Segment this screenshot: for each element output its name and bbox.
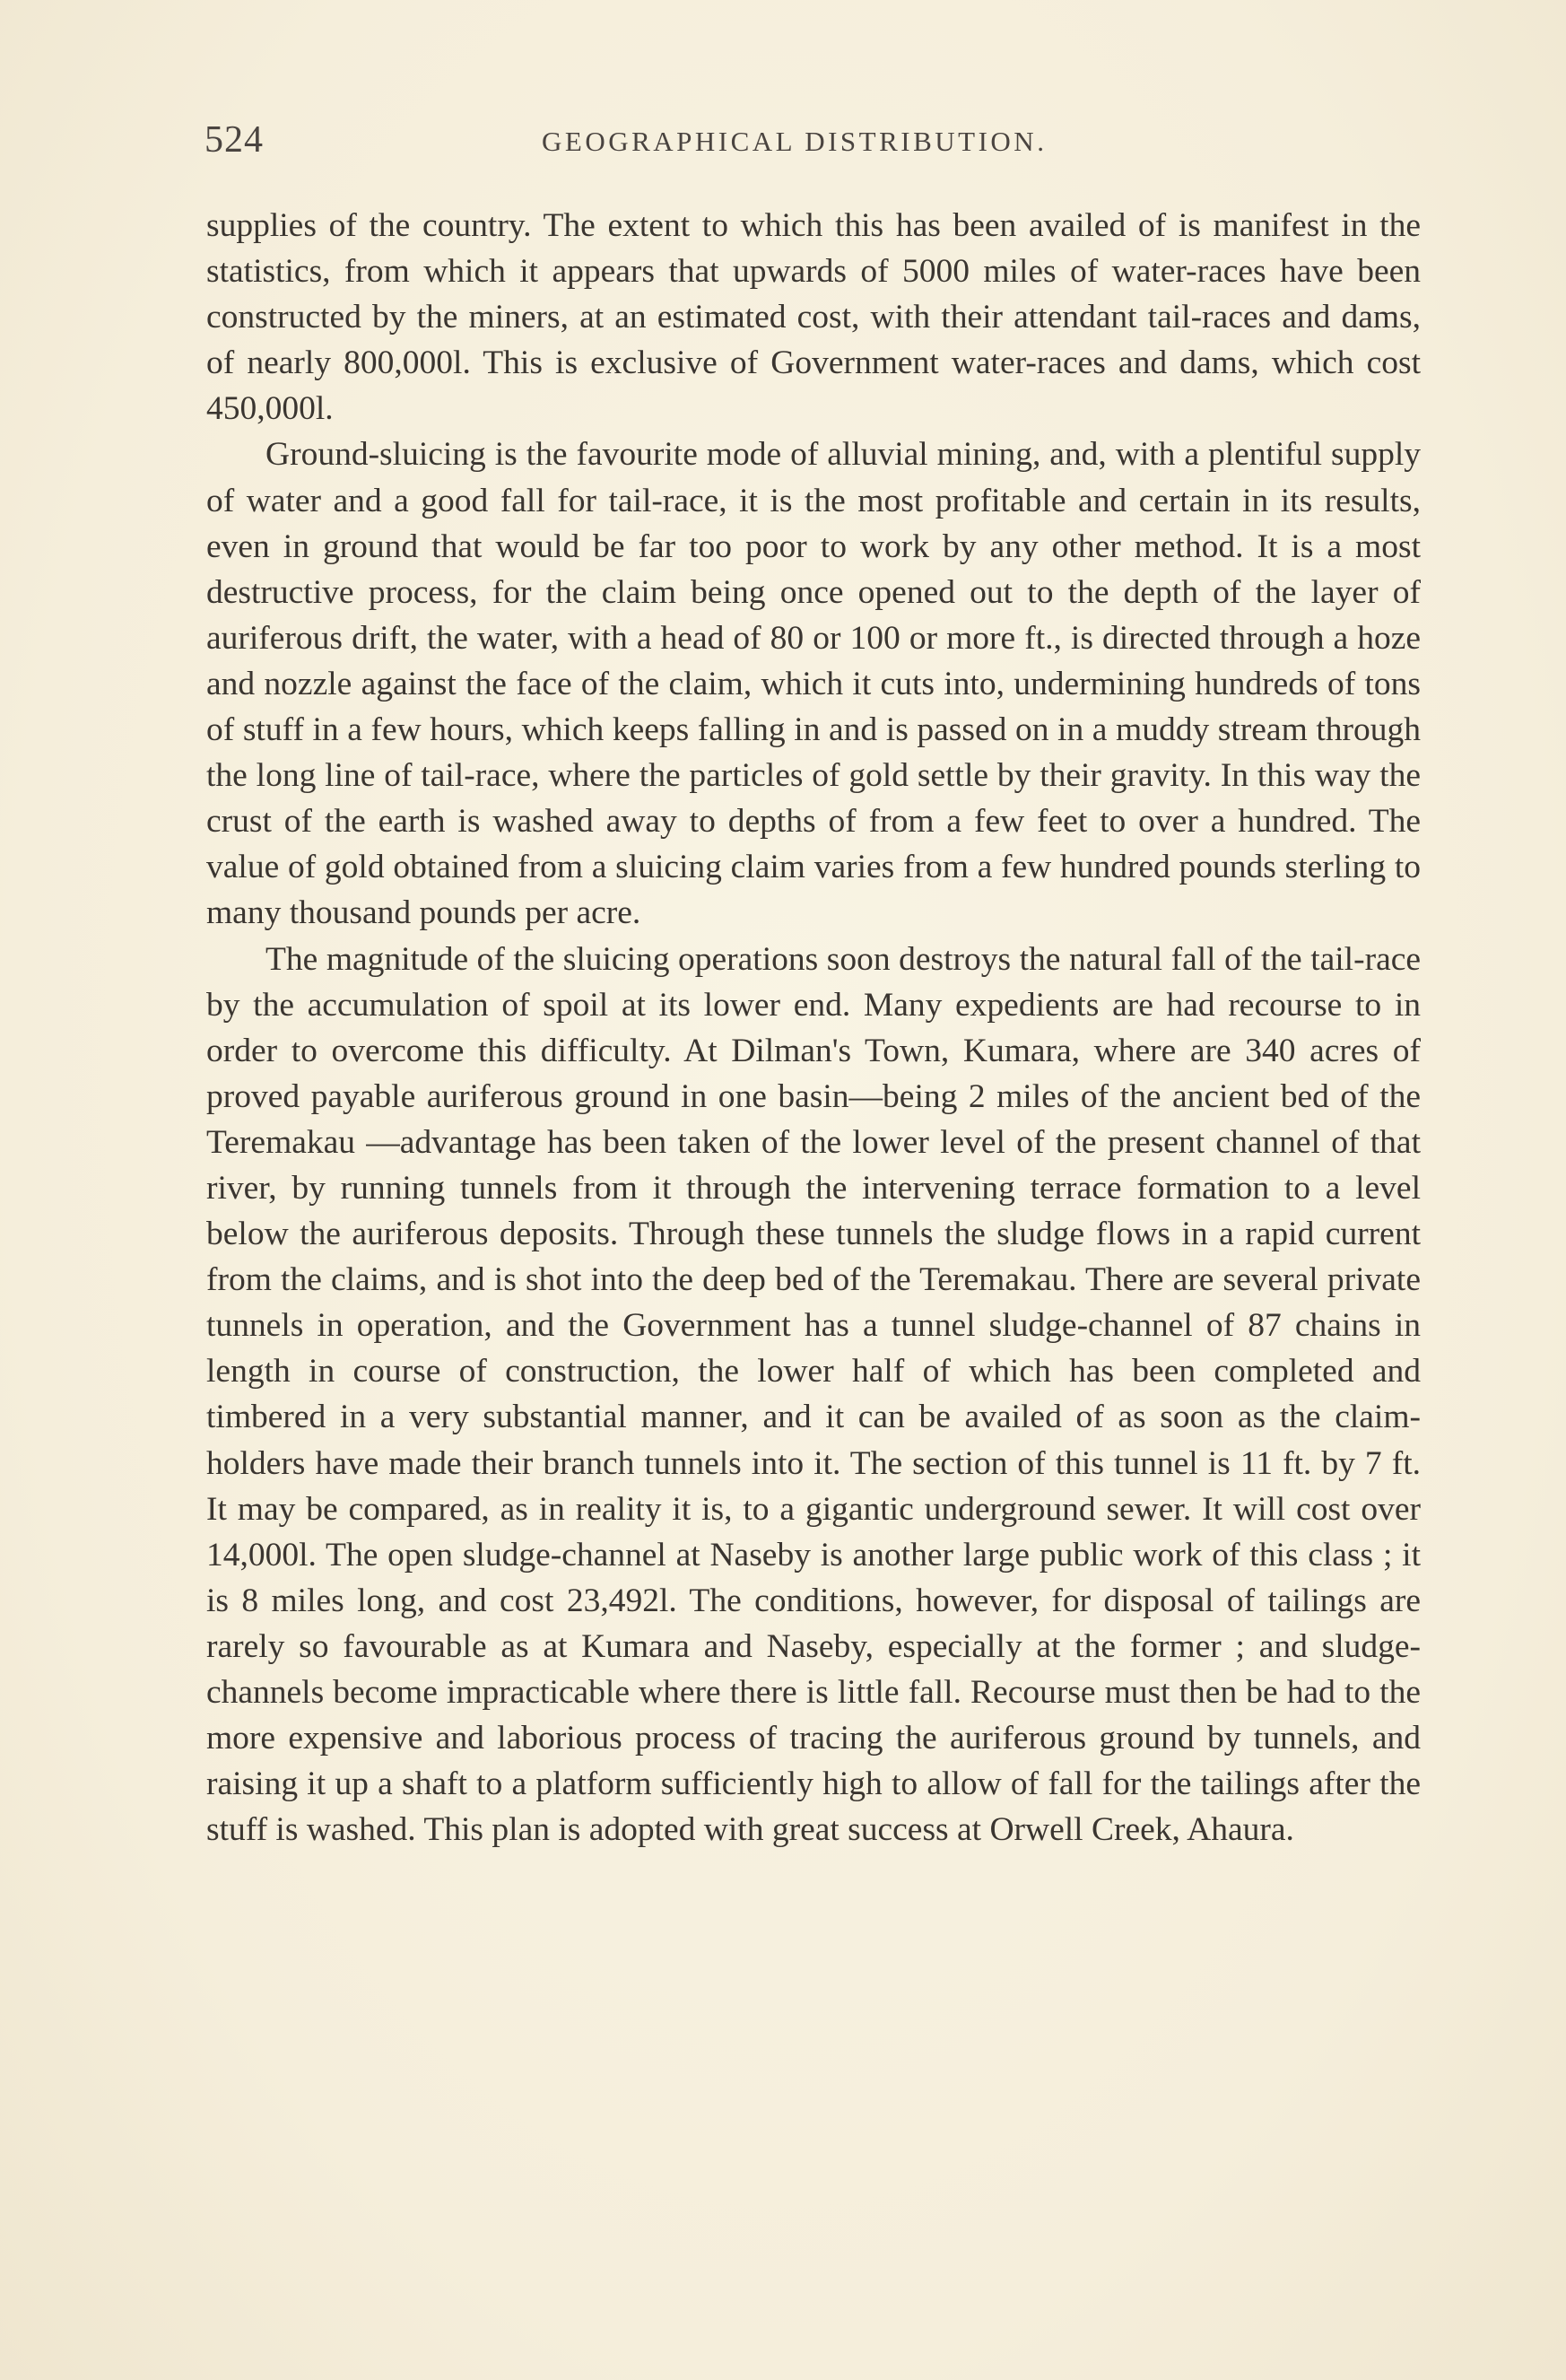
page-number: 524: [204, 119, 264, 161]
page-header: [204, 118, 1426, 172]
running-head: GEOGRAPHICAL DISTRIBUTION.: [542, 126, 1048, 157]
paragraph-2: Ground-sluicing is the favourite mode of alluvial mining, and, with a plentiful supply of water and a good fall for tail-race, it is the most profitable and certain in its results, even in ground that would be far too poor to work by any other method. It is a most destructive process, for the claim being once opened out to the depth of the layer of auriferous drift, the water, with a head of 80 or 100 or more ft., is directed through a hoze and nozzle against the face of the claim, which it cuts into, undermining hundreds of tons of stuff in a few hours, which keeps falling in and is passed on in a muddy stream through the long line of tail-race, where the particles of gold settle by their gravity. In this way the crust of the earth is washed away to depths of from a few feet to over a hundred. The value of gold obtained from a sluicing claim varies from a few hundred pounds sterling to many thousand pounds per acre.: [206, 436, 1421, 932]
paragraph-1: supplies of the country. The extent to which this has been availed of is manifest in the statistics, from which it appears that upwards of 5000 miles of water-races have been constructed by the miners, at an estimated cost, with their attendant tail-races and dams, of nearly 800,000l. This is exclusive of Government water-races and dams, which cost 450,000l.: [206, 207, 1421, 428]
body-text: [206, 203, 1421, 1853]
paragraph-3: The magnitude of the sluicing operations soon destroys the natural fall of the tail-race by the accumulation of spoil at its lower end. Many expedients are had recourse to in order to overcome this difficulty. At Dilman's Town, Kumara, where are 340 acres of proved payable auriferous ground in one basin—being 2 miles of the ancient bed of the Teremakau —advantage has been taken of the lower level of the present channel of that river, by running tunnels from it through the intervening terrace formation to a level below the auriferous deposits. Through these tunnels the sludge flows in a rapid current from the claims, and is shot into the deep bed of the Teremakau. There are several private tunnels in operation, and the Government has a tunnel sludge-channel of 87 chains in length in course of construction, the lower half of which has been completed and timbered in a very substantial manner, and it can be availed of as soon as the claim-holders have made their branch tunnels into it. The section of this tunnel is 11 ft. by 7 ft. It may be compared, as in reality it is, to a gigantic underground sewer. It will cost over 14,000l. The open sludge-channel at Naseby is another large public work of this class ; it is 8 miles long, and cost 23,492l. The conditions, however, for disposal of tailings are rarely so favourable as at Kumara and Naseby, especially at the former ; and sludge-channels become impracticable where there is little fall. Recourse must then be had to the more expensive and laborious process of tracing the auriferous ground by tunnels, and raising it up a shaft to a platform sufficiently high to allow of fall for the tailings after the stuff is washed. This plan is adopted with great success at Orwell Creek, Ahaura.: [206, 940, 1421, 1849]
